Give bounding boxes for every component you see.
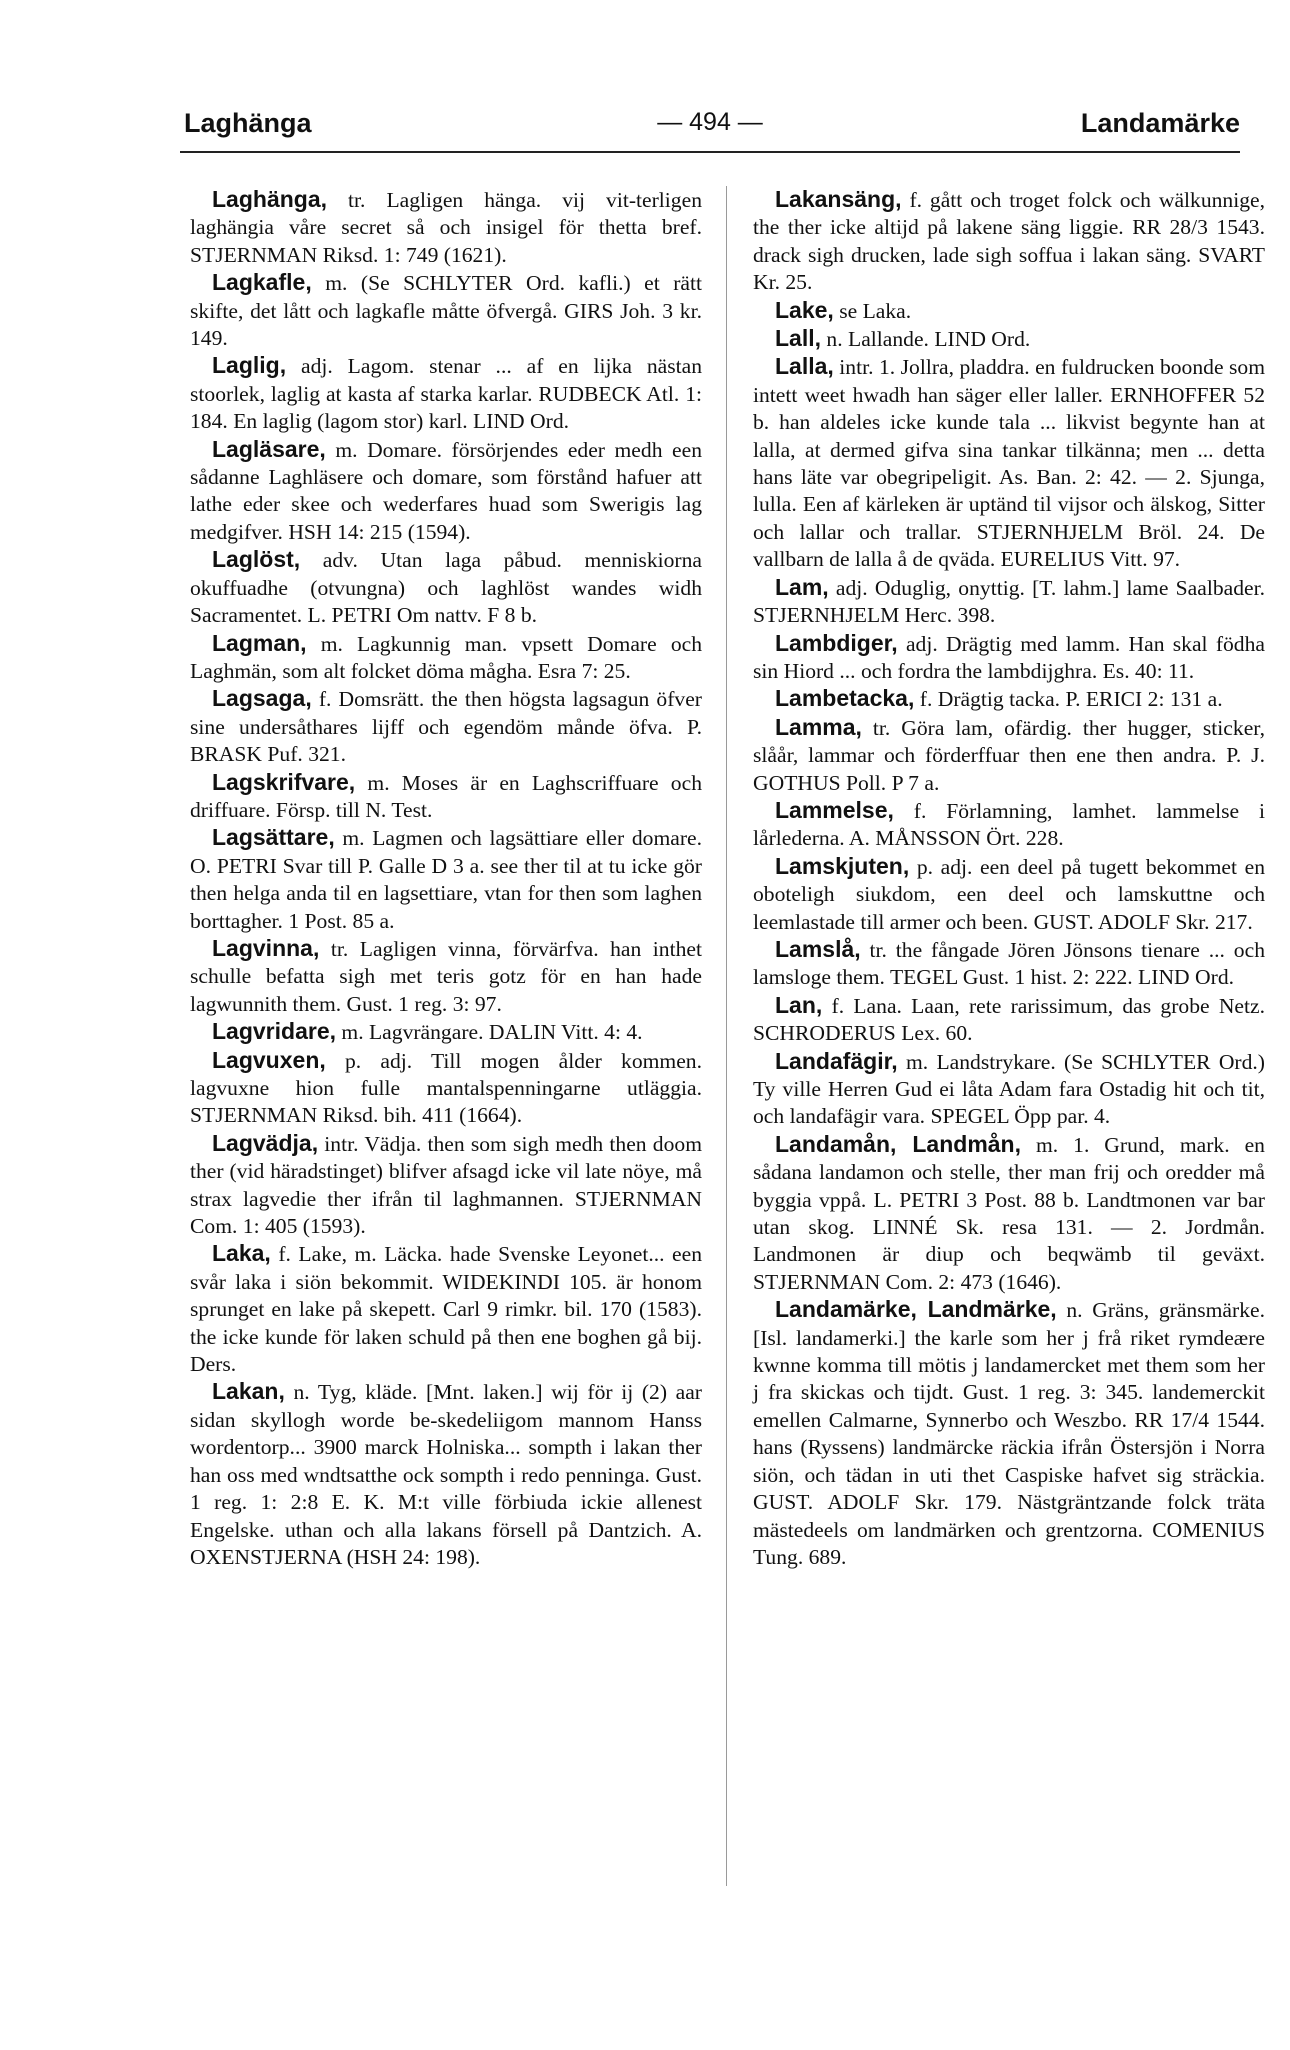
entry-headword: Lagvinna, (212, 934, 320, 961)
entry-definition: adv. Utan laga påbud. menniskiorna okuffuadhe (otvungna) och laghlöst wandes widh Sacramentet. L. PETRI Om nattv. F 8 b. (190, 548, 702, 628)
entry-headword: Lagskrifvare, (212, 768, 356, 795)
entry-headword: Laglig, (212, 352, 287, 379)
dictionary-entry (190, 546, 702, 629)
entry-headword: Lakansäng, (775, 186, 902, 212)
entry-headword: Lagsaga, (212, 685, 312, 712)
entry-definition: intr. 1. Jollra, pladdra. en fuldrucken boonde som intett weet hwadh han säger eller laller. ERNHOFFER 52 b. han aldeles icke kunde tala ... likvist begynte han at lalla, at dermed gifva sina tankar tilkänna; men ... detta hans läte var obegripeligit. As. Ban. 2: 42. — 2. Sjunga, lulla. Een af kärleken är uptänd til vijsor och älskog, Sitter och lallar och trallar. STJERNHJELM Bröl. 24. De vallbarn de lalla å de qväda. EURELIUS Vitt. 97. (753, 355, 1265, 572)
entry-definition: p. adj. Till mogen ålder kommen. lagvuxne hion fulle mantalspenningarne utläggia. STJERNMAN Riksd. bih. 411 (1664). (190, 1048, 702, 1128)
dictionary-entry (190, 436, 702, 547)
entry-headword: Lall, (775, 325, 822, 352)
entry-headword: Lambetacka, (775, 685, 915, 712)
dictionary-entry (753, 630, 1265, 686)
entry-definition: f. gått och troget folck och wälkunnige, the ther icke altijd på lakene säng liggie. RR 28/3 1543. drack sigh drucken, lade sigh soffua i lakan säng. SVART Kr. 25. (753, 188, 1265, 295)
right-column (753, 186, 1265, 1571)
entry-headword: Lamslå, (775, 935, 861, 962)
dictionary-entry (190, 1047, 702, 1130)
entry-headword: Lagvridare, (212, 1018, 336, 1045)
entry-definition: f. Lake, m. Läcka. hade Svenske Leyonet... een svår laka i siön bekommit. WIDEKINDI 105. är honom sprunget en lake på skepett. Carl 9 rimkr. bil. 170 (1583). the icke kunde för laken schuld på then ene boghen gå bij. Ders. (190, 1242, 702, 1377)
entry-definition: m. Landstrykare. (Se SCHLYTER Ord.) Ty ville Herren Gud ei låta Adam fara Ostadig hit och tit, och landafägir vara. SPEGEL Öpp par. 4. (753, 1049, 1265, 1129)
entry-definition: n. Gräns, gränsmärke. [Isl. landamerki.] the karle som her j frå riket rymdeære kwnne komma till mötis j landamercket met them som her j fra skickas och tijdt. Gust. 1 reg. 3: 345. landemerckit emellen Calmarne, Synnerbo och Weszbo. RR 17/4 1544. hans (Ryssens) landmärcke räckia ifrån Östersjön i Norra siön, och tädan in uti thet Caspiske hafvet sig sträckia. GUST. ADOLF Skr. 179. Nästgräntzande folck träta mästedeels om landmärken och grentzorna. COMENIUS Tung. 689. (753, 1298, 1265, 1569)
dictionary-entry (753, 853, 1265, 936)
dictionary-entry (753, 325, 1265, 353)
dictionary-entry (753, 936, 1265, 992)
entry-definition: m. Lagvrängare. DALIN Vitt. 4: 4. (336, 1020, 643, 1045)
entry-headword: Lagsättare, (212, 824, 335, 851)
entry-headword: Lalla, (775, 353, 834, 380)
page-number: — 494 — (657, 108, 763, 136)
left-column (190, 186, 702, 1571)
dictionary-entry (190, 269, 702, 352)
entry-headword: Lamma, (775, 713, 862, 740)
entry-definition: tr. the fångade Jören Jönsons tienare ... och lamsloge them. TEGEL Gust. 1 hist. 2: 222. LIND Ord. (753, 937, 1265, 990)
entry-definition: f. Förlamning, lamhet. lammelse i lårlederna. A. MÅNSSON Ört. 228. (753, 798, 1265, 851)
dictionary-entry (190, 1240, 702, 1378)
dictionary-entry (190, 1018, 702, 1046)
header-rule (180, 151, 1240, 153)
entry-headword: Laglöst, (212, 546, 301, 573)
entry-headword: Lammelse, (775, 796, 894, 823)
entry-definition: f. Lana. Laan, rete rarissimum, das grobe Netz. SCHRODERUS Lex. 60. (753, 993, 1265, 1046)
entry-definition: m. (Se SCHLYTER Ord. kafli.) et rätt skifte, det lått och lagkafle måtte öfvergå. GIRS Joh. 3 kr. 149. (190, 271, 702, 351)
entry-definition: adj. Oduglig, onyttig. [T. lahm.] lame Saalbader. STJERNHJELM Herc. 398. (753, 575, 1265, 628)
dictionary-entry (190, 685, 702, 768)
dictionary-entry (753, 297, 1265, 325)
dictionary-entry (753, 714, 1265, 797)
entry-definition: se Laka. (833, 298, 912, 323)
entry-headword: Lake, (775, 296, 834, 323)
dictionary-entry (753, 1048, 1265, 1131)
entry-headword: Lagkafle, (212, 269, 312, 296)
dictionary-entry (753, 186, 1265, 297)
entry-headword: Lambdiger, (775, 629, 898, 656)
entry-definition: n. Lallande. LIND Ord. (821, 327, 1031, 352)
entry-definition: m. Domare. försörjendes eder medh een sådanne Laghläsere och domare, som förstånd hafuer att lathe eder skee och wederfares huad som Swerigis lag medgifver. HSH 14: 215 (1594). (190, 437, 702, 544)
dictionary-entry (753, 1296, 1265, 1571)
dictionary-entry (190, 186, 702, 269)
entry-headword: Lamskjuten, (775, 852, 910, 879)
entry-definition: f. Domsrätt. the then högsta lagsagun öfver sine undersåthares lijff och egendöm månde öfva. P. BRASK Puf. 321. (190, 687, 702, 767)
entry-headword: Lakan, (212, 1378, 285, 1405)
dictionary-entry (753, 992, 1265, 1048)
dictionary-entry (190, 630, 702, 686)
entry-definition: tr. Lagligen vinna, förvärfva. han inthet schulle befatta sigh met teris gotz för en han hade lagwunnith them. Gust. 1 reg. 3: 97. (190, 936, 702, 1016)
dictionary-entry (753, 797, 1265, 853)
entry-headword: Lagvuxen, (212, 1046, 326, 1073)
entry-headword: Lam, (775, 573, 829, 600)
dictionary-entry (753, 1131, 1265, 1296)
header-right-guideword: Landamärke (1080, 108, 1240, 138)
dictionary-entry (753, 685, 1265, 713)
entry-definition: m. Moses är en Laghscriffuare och driffuare. Försp. till N. Test. (190, 770, 702, 822)
entry-definition: f. Drägtig tacka. P. ERICI 2: 131 a. (914, 687, 1223, 712)
entry-definition: m. Lagmen och lagsättiare eller domare. O. PETRI Svar till P. Galle D 3 a. see ther til at tu icke gör then helga anda til en lagsettiare, vtan for then som laghen borttagher. 1 Post. 85 a. (190, 826, 702, 933)
running-header (180, 108, 1240, 148)
entry-headword: Laka, (212, 1240, 271, 1267)
dictionary-entry (190, 769, 702, 825)
entry-headword: Lagman, (212, 629, 307, 656)
header-left-guideword: Laghänga (184, 108, 312, 138)
entry-headword: Landamån, Landmån, (775, 1130, 1021, 1157)
entry-definition: tr. Göra lam, ofärdig. ther hugger, sticker, slåår, lammar och förderffuar then ene then andra. P. J. GOTHUS Poll. P 7 a. (753, 715, 1265, 795)
entry-headword: Landafägir, (775, 1047, 898, 1074)
entry-definition: m. 1. Grund, mark. en sådana landamon och stelle, ther man frij och oredder må byggia vppå. L. PETRI 3 Post. 88 b. Landtmonen var bar utan skog. LINNÉ Sk. resa 131. — 2. Jordmån. Landmonen är diup och beqwämb til geväxt. STJERNMAN Com. 2: 473 (1646). (753, 1132, 1265, 1294)
dictionary-entry (190, 1378, 702, 1571)
entry-definition: m. Lagkunnig man. vpsett Domare och Laghmän, som alt folcket döma mågha. Esra 7: 25. (190, 631, 702, 683)
column-divider (726, 186, 727, 1886)
entry-headword: Lagvädja, (212, 1129, 319, 1156)
dictionary-entry (753, 353, 1265, 573)
entry-headword: Laghänga, (212, 186, 328, 212)
entry-definition: intr. Vädja. then som sigh medh then doom ther (vid häradstinget) blifver afsagd icke vil late nöye, må strax lagvedie ther ifrån til laghmannen. STJERNMAN Com. 1: 405 (1593). (190, 1131, 702, 1239)
dictionary-entry (190, 935, 702, 1018)
dictionary-entry (190, 824, 702, 935)
entry-headword: Lagläsare, (212, 435, 326, 462)
entry-definition: p. adj. een deel på tugett bekommet en oboteligh siukdom, een deel och lamskuttne och leemlastade till armer och been. GUST. ADOLF Skr. 217. (753, 854, 1265, 934)
dictionary-entry (753, 574, 1265, 630)
entry-definition: tr. Lagligen hänga. vij vit-terligen laghängia våre secret så och insigel för thetta bref. STJERNMAN Riksd. 1: 749 (1621). (190, 188, 702, 267)
entry-definition: adj. Drägtig med lamm. Han skal födha sin Hiord ... och fordra the lambdijghra. Es. 40: 11. (753, 631, 1265, 683)
dictionary-entry (190, 1130, 702, 1241)
entry-definition: n. Tyg, kläde. [Mnt. laken.] wij för ij (2) aar sidan skyllogh worde be-skedeliigom mannom Hanss wordentorp... 3900 marck Holniska... sompth i lakan ther han oss med wndtsatthe ock sompth i redo penninga. Gust. 1 reg. 1: 2:8 E. K. M:t ville förbiuda ickie allenest Engelske. uthan och alla lakans försell på Dantzich. A. OXENSTJERNA (HSH 24: 198). (190, 1380, 702, 1569)
entry-definition: adj. Lagom. stenar ... af en lijka nästan stoorlek, laglig at kasta af starka karlar. RUDBECK Atl. 1: 184. En laglig (lagom stor) karl. LIND Ord. (190, 354, 702, 434)
entry-headword: Landamärke, Landmärke, (775, 1296, 1057, 1323)
dictionary-entry (190, 352, 702, 435)
entry-headword: Lan, (775, 991, 823, 1018)
